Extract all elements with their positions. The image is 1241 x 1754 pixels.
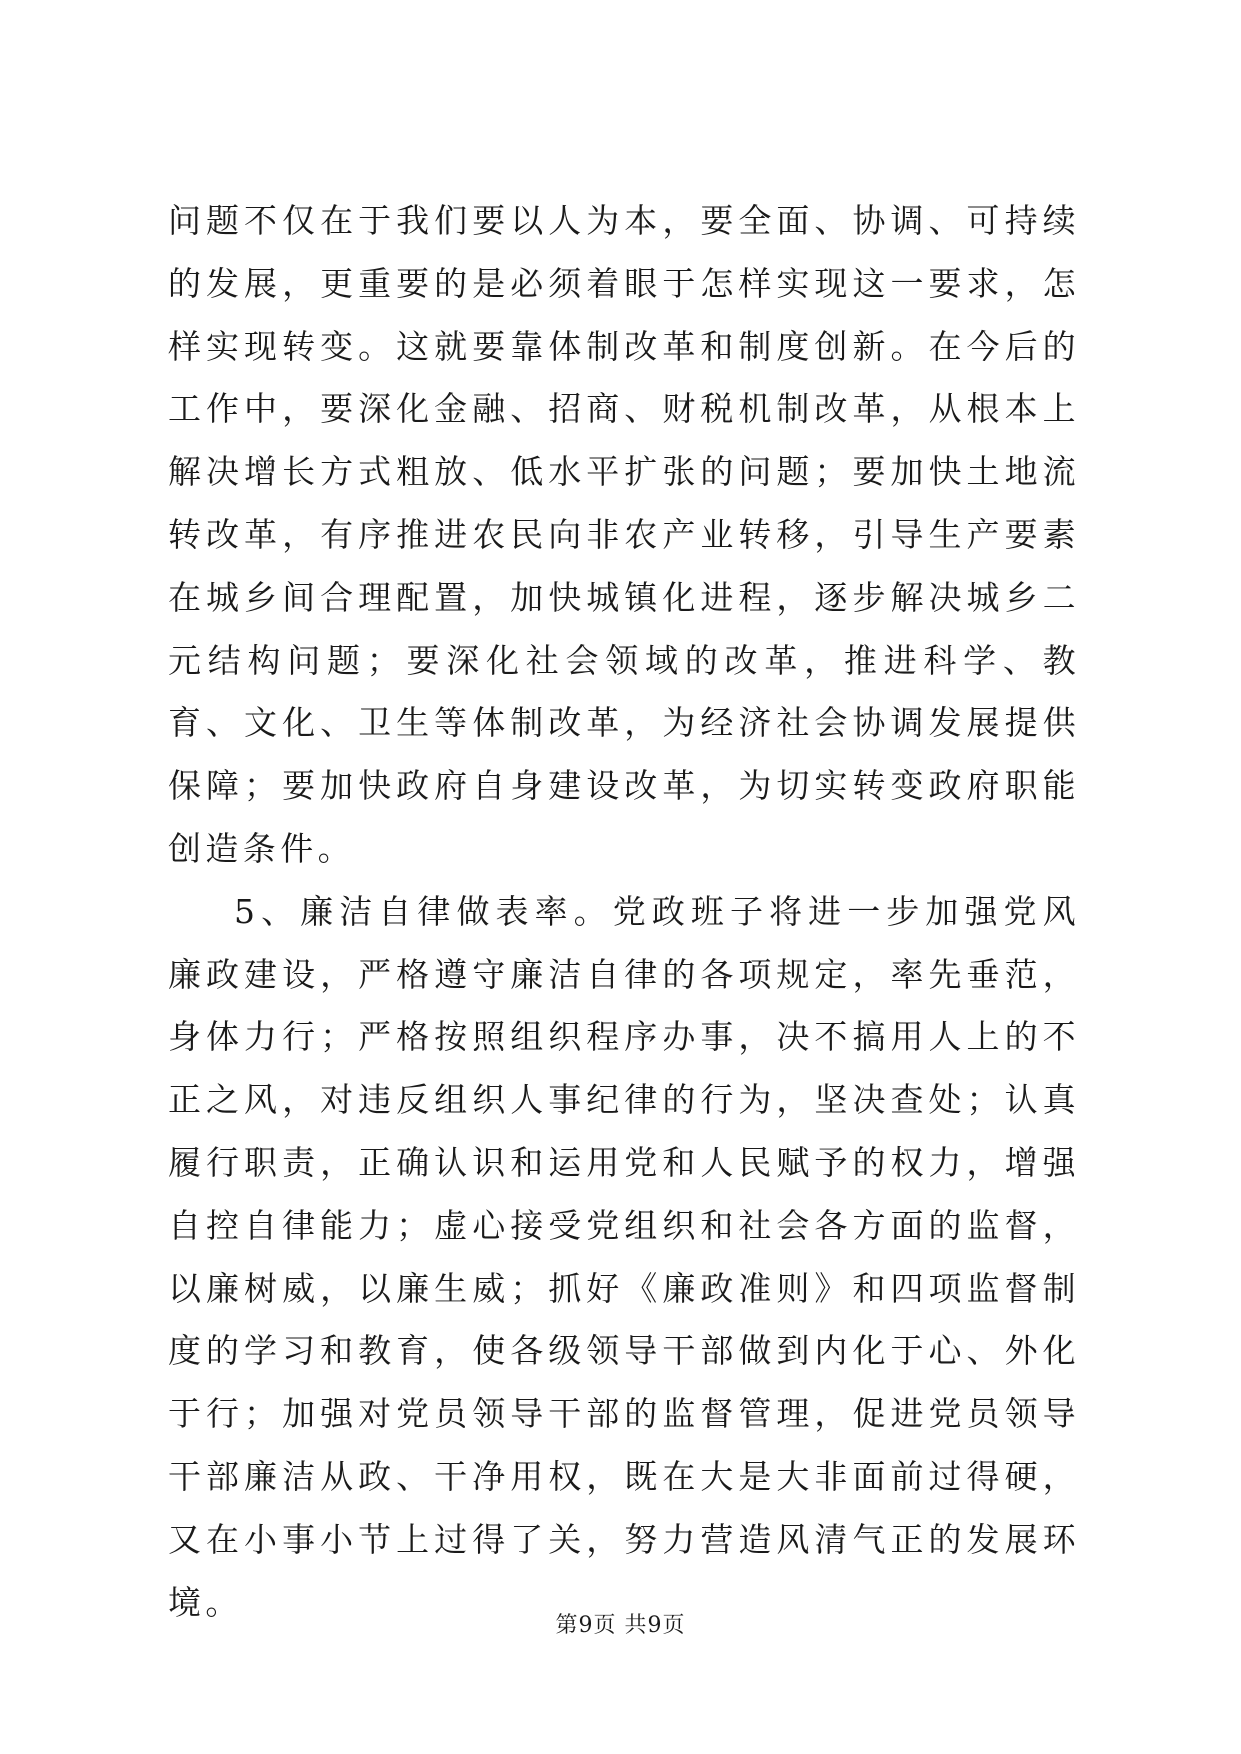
- document-body: [168, 190, 1080, 1634]
- page-number-footer: 第9页 共9页: [555, 1613, 686, 1638]
- body-paragraph-integrity: 5、廉洁自律做表率。党政班子将进一步加强党风廉政建设，严格遵守廉洁自律的各项规定，率先垂范，身体力行；严格按照组织程序办事，决不搞用人上的不正之风，对违反组织人事纪律的行为，坚决查处；认真履行职责，正确认识和运用党和人民赋予的权力，增强自控自律能力；虚心接受党组织和社会各方面的监督，以廉树威，以廉生威；抓好《廉政准则》和四项监督制度的学习和教育，使各级领导干部做到内化于心、外化于行；加强对党员领导干部的监督管理，促进党员领导干部廉洁从政、干净用权，既在大是大非面前过得硬，又在小事小节上过得了关，努力营造风清气正的发展环境。: [168, 891, 1080, 1622]
- body-paragraph-continued: 问题不仅在于我们要以人为本，要全面、协调、可持续的发展，更重要的是必须着眼于怎样实现这一要求，怎样实现转变。这就要靠体制改革和制度创新。在今后的工作中，要深化金融、招商、财税机制改革，从根本上解决增长方式粗放、低水平扩张的问题；要加快土地流转改革，有序推进农民向非农产业转移，引导生产要素在城乡间合理配置，加快城镇化进程，逐步解决城乡二元结构问题；要深化社会领域的改革，推进科学、教育、文化、卫生等体制改革，为经济社会协调发展提供保障；要加快政府自身建设改革，为切实转变政府职能创造条件。: [168, 201, 1080, 868]
